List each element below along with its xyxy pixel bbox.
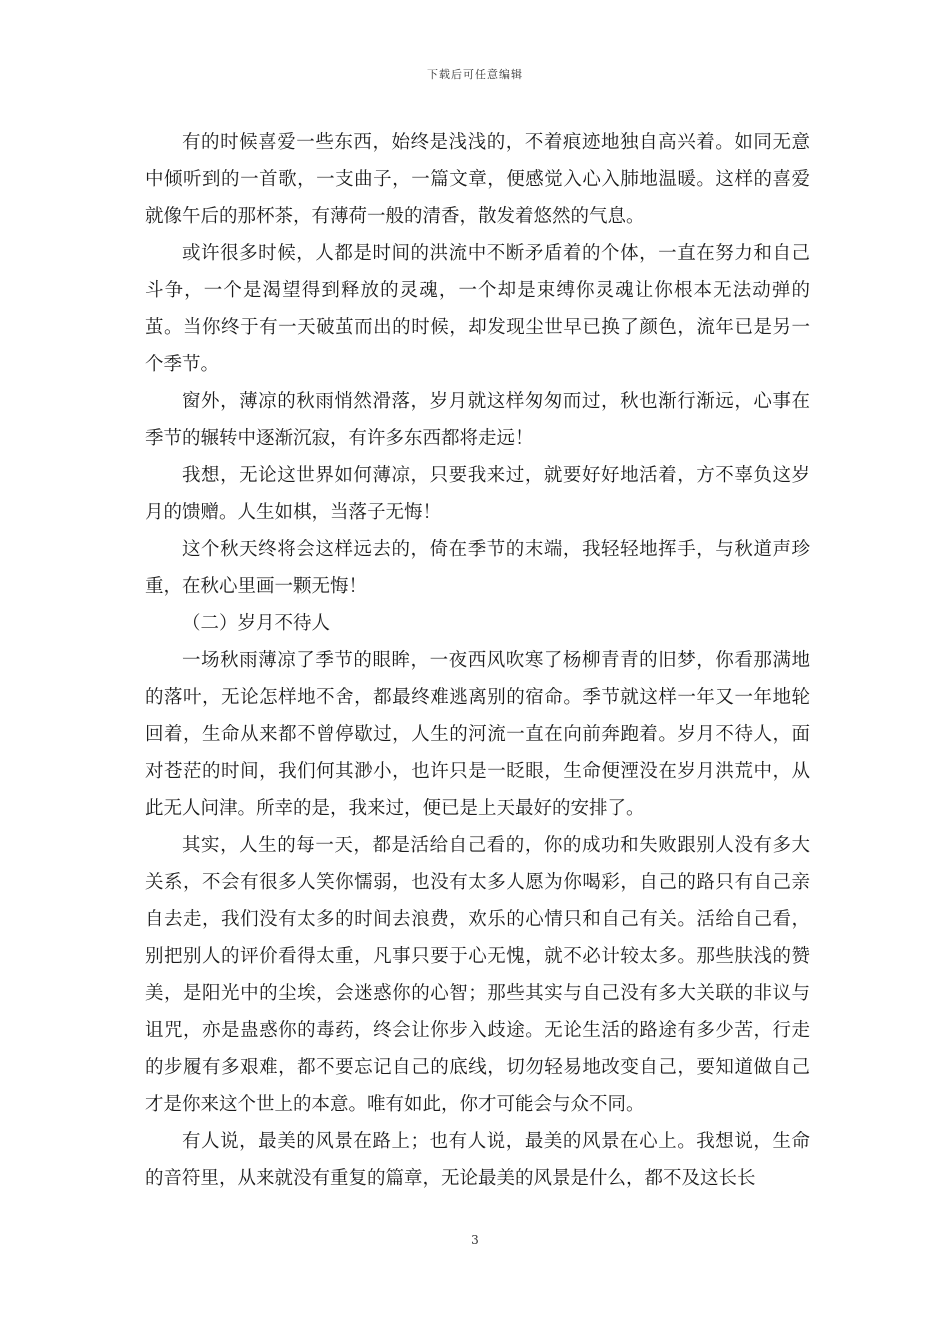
document-body: [145, 124, 810, 1197]
paragraph: 这个秋天终将会这样远去的，倚在季节的末端，我轻轻地挥手，与秋道声珍重，在秋心里画一颗无悔！: [145, 539, 810, 597]
paragraph: 有的时候喜爱一些东西，始终是浅浅的，不着痕迹地独自高兴着。如同无意中倾听到的一首歌，一支曲子，一篇文章，便感觉入心入肺地温暖。这样的喜爱就像午后的那杯茶，有薄荷一般的清香，散发着悠然的气息。: [145, 132, 810, 227]
paragraph: 其实，人生的每一天，都是活给自己看的，你的成功和失败跟别人没有多大关系，不会有很多人笑你懦弱，也没有太多人愿为你喝彩，自己的路只有自己亲自去走，我们没有太多的时间去浪费，欢乐的心情只和自己有关。活给自己看，别把别人的评价看得太重，凡事只要于心无愧，就不必计较太多。那些肤浅的赞美，是阳光中的尘埃，会迷惑你的心智；那些其实与自己没有多大关联的非议与诅咒，亦是蛊惑你的毒药，终会让你步入歧途。无论生活的路途有多少苦，行走的步履有多艰难，都不要忘记自己的底线，切勿轻易地改变自己，要知道做自己才是你来这个世上的本意。唯有如此，你才可能会与众不同。: [145, 835, 810, 1115]
page-header: 下载后可任意编辑: [427, 68, 523, 81]
section-heading: （二）岁月不待人: [182, 613, 331, 634]
page-number: 3: [471, 1233, 479, 1247]
paragraph: 一场秋雨薄凉了季节的眼眸，一夜西风吹寒了杨柳青青的旧梦，你看那满地的落叶，无论怎样地不舍，都最终难逃离别的宿命。季节就这样一年又一年地轮回着，生命从来都不曾停歇过，人生的河流一直在向前奔跑着。岁月不待人，面对苍茫的时间，我们何其渺小，也许只是一眨眼，生命便湮没在岁月洪荒中，从此无人问津。所幸的是，我来过，便已是上天最好的安排了。: [145, 650, 810, 819]
paragraph: 有人说，最美的风景在路上；也有人说，最美的风景在心上。我想说，生命的音符里，从来就没有重复的篇章，无论最美的风景是什么，都不及这长长: [145, 1131, 810, 1189]
paragraph: 窗外，薄凉的秋雨悄然滑落，岁月就这样匆匆而过，秋也渐行渐远，心事在季节的辗转中逐渐沉寂，有许多东西都将走远！: [145, 391, 810, 449]
paragraph: 或许很多时候，人都是时间的洪流中不断矛盾着的个体，一直在努力和自己斗争，一个是渴望得到释放的灵魂，一个却是束缚你灵魂让你根本无法动弹的茧。当你终于有一天破茧而出的时候，却发现尘世早已换了颜色，流年已是另一个季节。: [145, 243, 810, 375]
paragraph: 我想，无论这世界如何薄凉，只要我来过，就要好好地活着，方不辜负这岁月的馈赠。人生如棋，当落子无悔！: [145, 465, 810, 523]
